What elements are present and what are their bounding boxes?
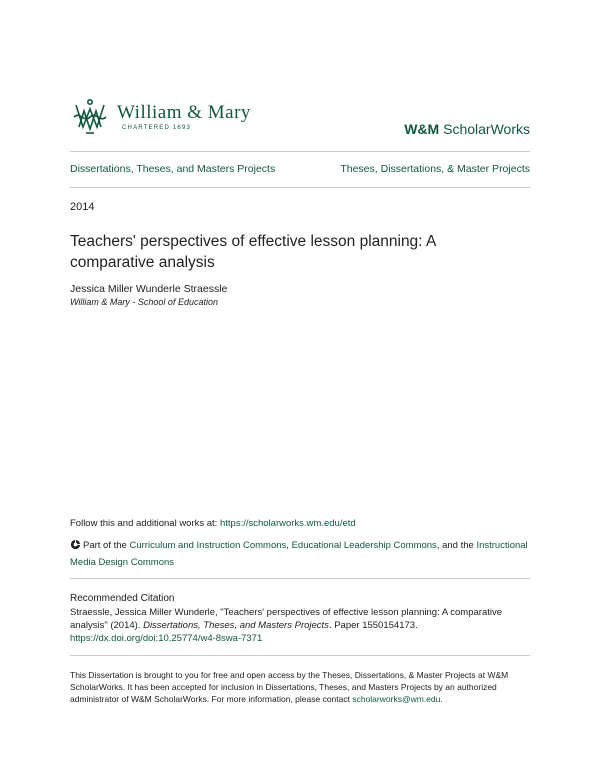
access-text: This Dissertation is brought to you for free and open access by the Theses, Dissertations, & Master Projects at W&M ScholarWorks. It has been accepted for inclusion in Dissertations, Theses, and Masters Projects by an authorized administrator of W&M ScholarWorks. For more information, please contact — [70, 670, 509, 704]
author-name: Jessica Miller Wunderle Straessle — [70, 283, 228, 295]
breadcrumb-series-link[interactable]: Dissertations, Theses, and Masters Projects — [70, 163, 276, 175]
brand-rest: ScholarWorks — [439, 121, 530, 137]
citation-end: . Paper 1550154173. — [328, 620, 418, 631]
william-mary-logo — [70, 97, 290, 139]
brand-bold: W&M — [404, 121, 440, 137]
follow-text: Follow this and additional works at: — [70, 518, 220, 529]
part-of-commons — [70, 537, 530, 571]
top-divider — [70, 151, 530, 152]
cypher-crest-icon — [70, 97, 110, 137]
breadcrumb-collection-link[interactable]: Theses, Dissertations, & Master Projects — [340, 163, 530, 175]
breadcrumb-divider — [70, 187, 530, 188]
publication-year: 2014 — [70, 201, 95, 213]
citation-start: Straessle, Jessica Miller Wunderle, "Teachers' perspectives of effective lesson planning: A comparative analysis" (2014). — [70, 607, 503, 631]
contact-email-link[interactable]: scholarworks@wm.edu — [352, 694, 441, 704]
logo-tagline: CHARTERED 1693 — [122, 125, 192, 131]
follow-line — [70, 518, 356, 529]
part-of-sep1: , — [286, 540, 292, 551]
citation-body — [70, 606, 530, 645]
doi-link[interactable]: https://dx.doi.org/doi:10.25774/w4-8swa-7371 — [70, 633, 263, 644]
leadership-commons-link[interactable]: Educational Leadership Commons — [291, 540, 437, 551]
footer-divider — [70, 655, 530, 656]
author-affiliation: William & Mary - School of Education — [70, 297, 218, 307]
citation-series: Dissertations, Theses, and Masters Projects — [143, 620, 329, 631]
citation-heading: Recommended Citation — [70, 593, 175, 604]
logo-name: William & Mary — [117, 102, 251, 123]
part-of-prefix: Part of the — [83, 540, 130, 551]
paper-title: Teachers' perspectives of effective lesson planning: A comparative analysis — [70, 233, 436, 271]
access-end: . — [440, 694, 443, 704]
part-of-sep2: , and the — [436, 540, 477, 551]
access-statement — [70, 669, 530, 705]
scholarworks-brand[interactable] — [404, 121, 530, 137]
network-icon — [70, 539, 81, 550]
curriculum-commons-link[interactable]: Curriculum and Instruction Commons — [129, 540, 287, 551]
etd-link[interactable]: https://scholarworks.wm.edu/etd — [219, 518, 356, 529]
citation-divider — [70, 578, 530, 579]
media-design-commons-link[interactable]: Instructional Media Design Commons — [70, 540, 528, 568]
